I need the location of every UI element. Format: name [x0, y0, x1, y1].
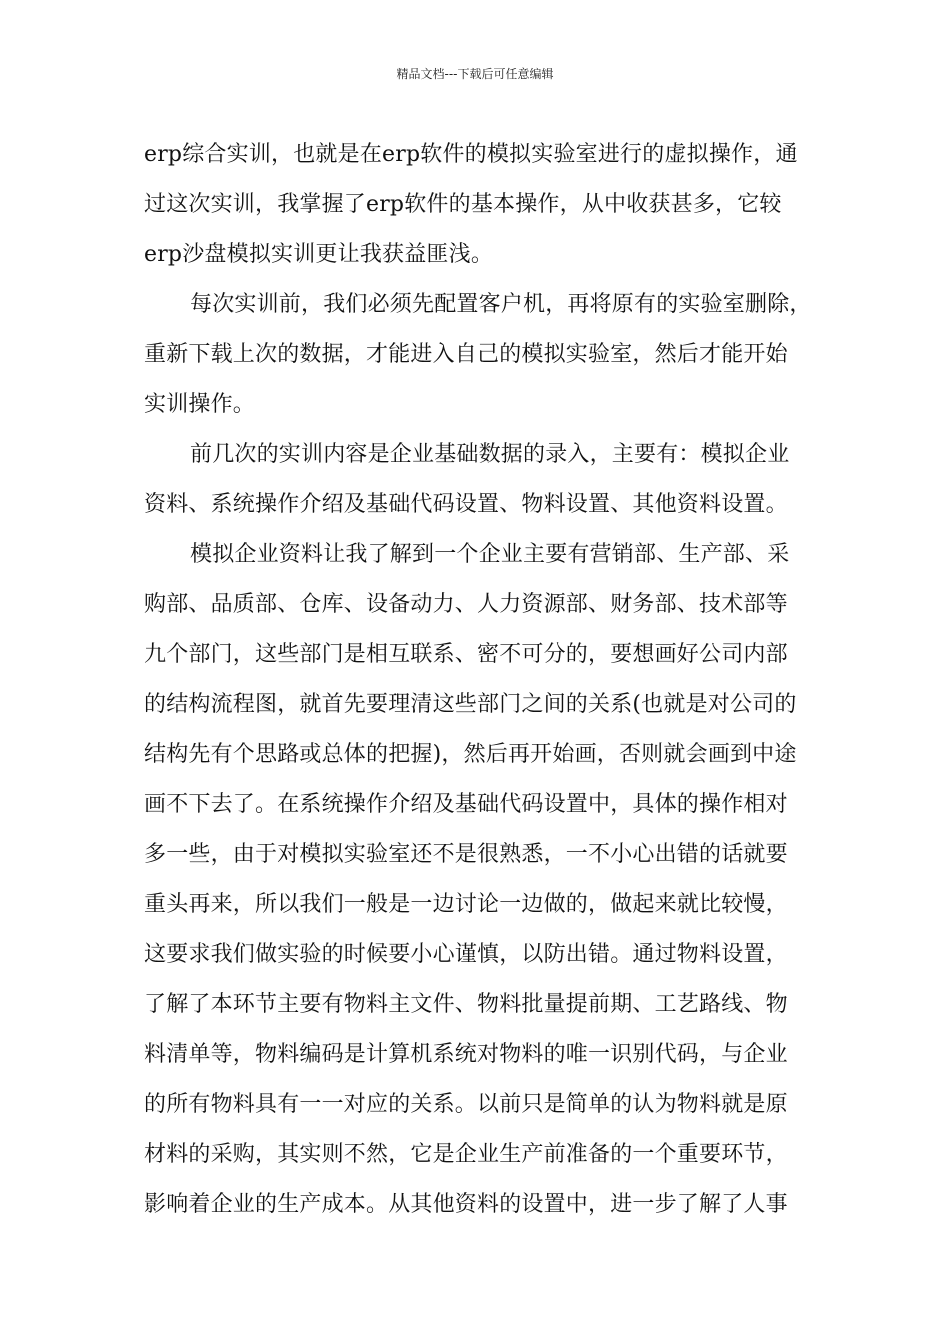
- paragraph-line: 的所有物料具有一一对应的关系。以前只是简单的认为物料就是原: [144, 1092, 788, 1117]
- paragraph-line: 的结构流程图，就首先要理清这些部门之间的关系(也就是对公司的: [144, 692, 797, 717]
- paragraph-line: 材料的采购，其实则不然，它是企业生产前准备的一个重要环节，: [144, 1142, 788, 1167]
- paragraph-line: 料清单等，物料编码是计算机系统对物料的唯一识别代码，与企业: [144, 1042, 788, 1067]
- paragraph-line: 多一些，由于对模拟实验室还不是很熟悉，一不小心出错的话就要: [144, 842, 788, 867]
- paragraph-line: 过这次实训，我掌握了erp软件的基本操作，从中收获甚多，它较: [144, 192, 782, 217]
- paragraph-line: 购部、品质部、仓库、设备动力、人力资源部、财务部、技术部等: [144, 592, 788, 617]
- paragraph-line: 重头再来，所以我们一般是一边讨论一边做的，做起来就比较慢，: [144, 892, 788, 917]
- paragraph-line: 模拟企业资料让我了解到一个企业主要有营销部、生产部、采: [190, 542, 790, 567]
- paragraph-line: 画不下去了。在系统操作介绍及基础代码设置中，具体的操作相对: [144, 792, 788, 817]
- document-body: [144, 130, 812, 1230]
- paragraph-line: erp综合实训，也就是在erp软件的模拟实验室进行的虚拟操作，通: [144, 142, 798, 167]
- paragraph-line: 结构先有个思路或总体的把握)，然后再开始画，否则就会画到中途: [144, 742, 797, 767]
- paragraph-line: 资料、系统操作介绍及基础代码设置、物料设置、其他资料设置。: [144, 492, 788, 517]
- paragraph-line: 九个部门，这些部门是相互联系、密不可分的，要想画好公司内部: [144, 642, 788, 667]
- paragraph-line: 了解了本环节主要有物料主文件、物料批量提前期、工艺路线、物: [144, 992, 788, 1017]
- paragraph-line: 重新下载上次的数据，才能进入自己的模拟实验室，然后才能开始: [144, 342, 788, 367]
- paragraph-line: 这要求我们做实验的时候要小心谨慎，以防出错。通过物料设置，: [144, 942, 788, 967]
- paragraph-line: 前几次的实训内容是企业基础数据的录入，主要有：模拟企业: [190, 442, 790, 467]
- paragraph-line: erp沙盘模拟实训更让我获益匪浅。: [144, 242, 494, 267]
- paragraph-line: 影响着企业的生产成本。从其他资料的设置中，进一步了解了人事: [144, 1192, 788, 1217]
- paragraph-line: 实训操作。: [144, 392, 256, 417]
- paragraph-line: 每次实训前，我们必须先配置客户机，再将原有的实验室删除，: [190, 292, 812, 317]
- page-header: 精品文档---下载后可任意编辑: [396, 67, 554, 81]
